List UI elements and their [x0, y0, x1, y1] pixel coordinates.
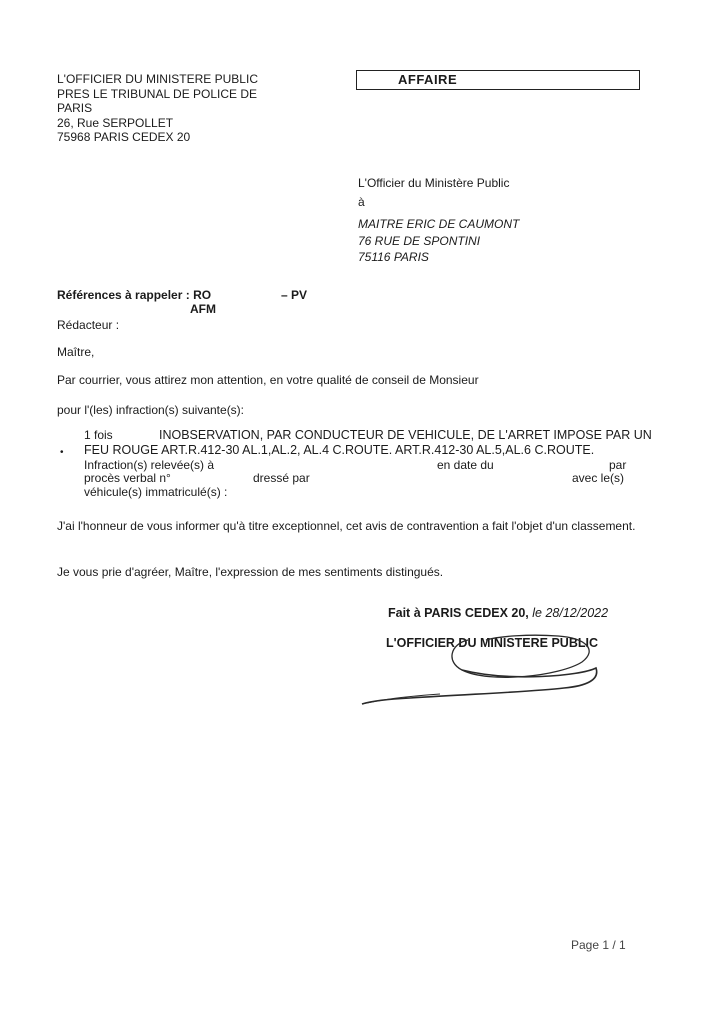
recipient-name: MAITRE ERIC DE CAUMONT — [358, 217, 520, 231]
signature-title: L'OFFICIER DU MINISTERE PUBLIC — [386, 636, 598, 650]
affaire-label: AFFAIRE — [398, 72, 458, 87]
signature-place-date — [388, 606, 608, 620]
recipient-from: L'Officier du Ministère Public — [358, 176, 510, 190]
closing-paragraph: Je vous prie d'agréer, Maître, l'expression de mes sentiments distingués. — [57, 565, 444, 579]
page-number: Page 1 / 1 — [571, 938, 626, 952]
references-label: Références à rappeler : RO — [57, 288, 212, 302]
recipient-city: 75116 PARIS — [358, 250, 429, 264]
infraction-vehicule: véhicule(s) immatriculé(s) : — [84, 485, 228, 499]
sender-line: L'OFFICIER DU MINISTERE PUBLIC — [57, 72, 258, 86]
sender-line: 75968 PARIS CEDEX 20 — [57, 130, 191, 144]
recipient-block — [358, 175, 519, 266]
infraction-count: 1 fois — [84, 428, 113, 442]
recipient-street: 76 RUE DE SPONTINI — [358, 233, 481, 248]
redacteur-label: Rédacteur : — [57, 318, 120, 332]
greeting: Maître, — [57, 345, 95, 359]
recipient-to-word: à — [358, 194, 365, 209]
infraction-en-date: en date du — [437, 458, 494, 472]
references-afm: AFM — [190, 302, 216, 316]
infraction-text-line2: FEU ROUGE ART.R.412-30 AL.1,AL.2, AL.4 C.ROUTE. ART.R.412-30 AL.5,AL.6 C.ROUTE. — [84, 443, 595, 457]
infraction-pv: procès verbal n° — [84, 471, 171, 485]
sender-line: PARIS — [57, 101, 93, 115]
sender-address — [57, 72, 258, 145]
signature-place: Fait à PARIS CEDEX 20, — [388, 606, 529, 620]
intro-paragraph: Par courrier, vous attirez mon attention, en votre qualité de conseil de Monsieur — [57, 373, 479, 387]
infraction-relevee: Infraction(s) relevée(s) à — [84, 458, 215, 472]
signature-date: le 28/12/2022 — [532, 606, 609, 620]
bullet-icon: • — [60, 447, 64, 458]
honneur-paragraph: J'ai l'honneur de vous informer qu'à titre exceptionnel, cet avis de contravention a fait l'objet d'un classement. — [57, 519, 636, 533]
references-pv: – PV — [281, 288, 308, 302]
infractions-intro: pour l'(les) infraction(s) suivante(s): — [57, 403, 245, 417]
sender-line: 26, Rue SERPOLLET — [57, 115, 174, 130]
sender-line: PRES LE TRIBUNAL DE POLICE DE — [57, 86, 258, 101]
infraction-avec: avec le(s) — [572, 471, 625, 485]
infraction-par: par — [609, 458, 627, 472]
infraction-dresse: dressé par — [253, 471, 310, 485]
handwritten-signature — [350, 628, 610, 718]
infraction-text-line1: INOBSERVATION, PAR CONDUCTEUR DE VEHICULE, DE L'ARRET IMPOSE PAR UN — [159, 428, 652, 442]
